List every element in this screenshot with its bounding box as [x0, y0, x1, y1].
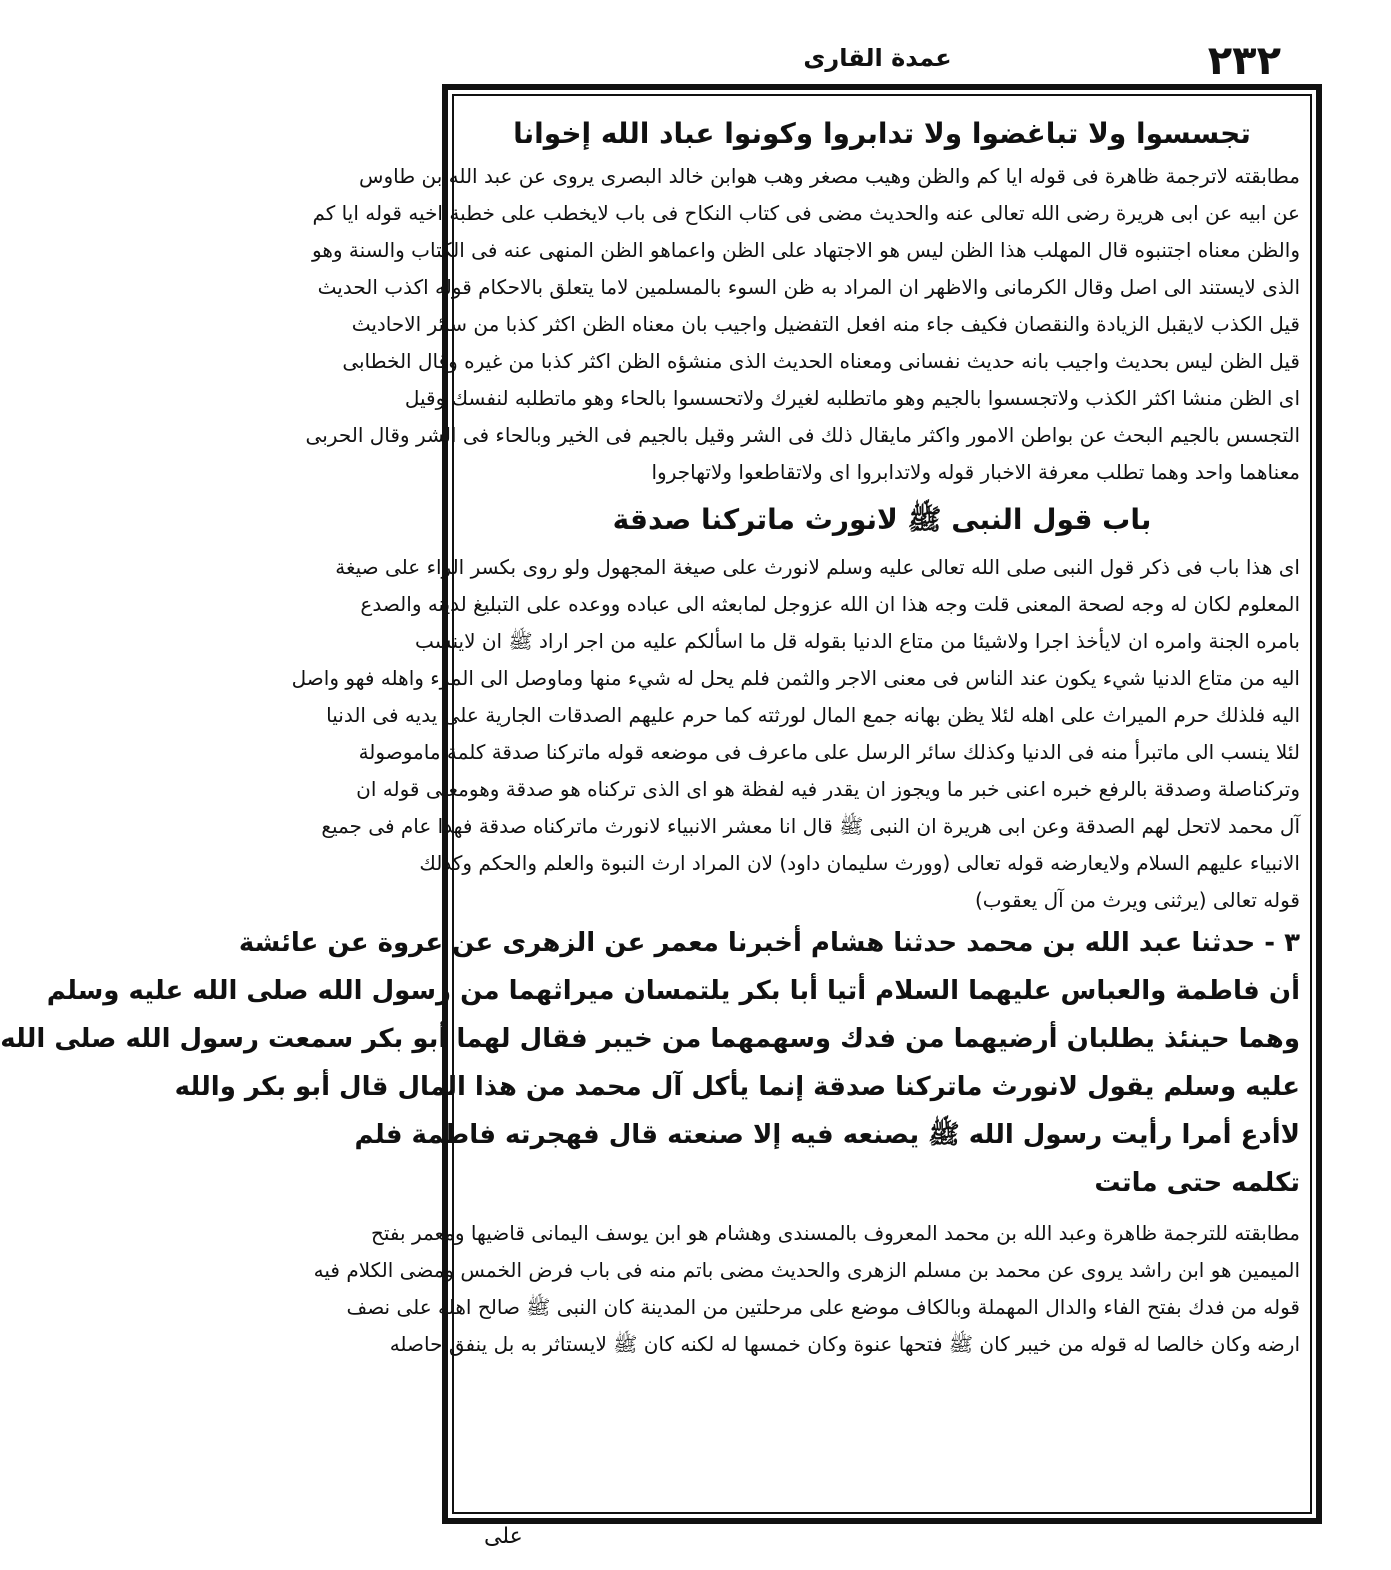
text-line: الذى لايستند الى اصل وقال الكرمانى والاظهر ان المراد به ظن السوء بالمسلمين لاما يتعلق بالاحكام قوله اكذب الحديث [317, 275, 1300, 299]
hadith-line: ٣ - حدثنا عبد الله بن محمد حدثنا هشام أخبرنا معمر عن الزهرى عن عروة عن عائشة [238, 928, 1300, 958]
page-content [0, 110, 1300, 1506]
text-line: قوله تعالى (يرثنى ويرث من آل يعقوب) [974, 888, 1300, 912]
text-line: قيل الكذب لايقبل الزيادة والنقصان فكيف جاء منه افعل التفضيل واجيب بان معناه الظن اكثر كذبا من سائر الاحاديث [351, 312, 1300, 336]
text-line: وتركناصلة وصدقة بالرفع خبره اعنى خبر ما ويجوز ان يقدر فيه لفظة هو اى الذى تركناه هو صدقة وهومعنى قوله ان [356, 777, 1300, 801]
commentary-paragraph-3 [313, 1215, 1300, 1363]
running-title: عمدة القارى [803, 44, 952, 72]
text-line: عن ابيه عن ابى هريرة رضى الله تعالى عنه والحديث مضى فى كتاب النكاح فى باب لايخطب على خطبة اخيه قوله ايا كم [312, 201, 1300, 225]
text-line: مطابقته للترجمة ظاهرة وعبد الله بن محمد المعروف بالمسندى وهشام هو ابن يوسف اليمانى قاضيها ومعمر بفتح [370, 1221, 1300, 1245]
hadith-line: تكلمه حتى ماتت [1094, 1168, 1300, 1198]
commentary-paragraph-1 [305, 158, 1300, 491]
text-line: الميمين هو ابن راشد يروى عن محمد بن مسلم الزهرى والحديث مضى باتم منه فى باب فرض الخمس ومضى الكلام فيه [313, 1258, 1300, 1282]
text-line: قوله من فدك بفتح الفاء والدال المهملة وبالكاف موضع على مرحلتين من المدينة كان النبى ﷺ صالح اهله على نصف [346, 1295, 1300, 1319]
hadith-line: عليه وسلم يقول لانورث ماتركنا صدقة إنما يأكل آل محمد من هذا المال قال أبو بكر والله [174, 1072, 1300, 1102]
verse-tail: تجسسوا ولا تباغضوا ولا تدابروا وكونوا عباد الله إخوانا [513, 117, 1251, 150]
text-line: آل محمد لاتحل لهم الصدقة وعن ابى هريرة ان النبى ﷺ قال انا معشر الانبياء لانورث ماتركناه صدقة فهذا عام فى جميع [321, 814, 1300, 838]
hadith-line: أن فاطمة والعباس عليهما السلام أتيا أبا بكر يلتمسان ميراثهما من رسول الله صلى الله عليه وسلم [46, 976, 1300, 1006]
text-line: مطابقته لاترجمة ظاهرة فى قوله ايا كم والظن وهيب مصغر وهب هوابن خالد البصرى يروى عن عبد الله بن طاوس [359, 164, 1300, 188]
text-line: التجسس بالجيم البحث عن بواطن الامور واكثر مايقال ذلك فى الشر وقيل بالجيم فى الخير وبالحاء فى الشر وقال الحربى [305, 423, 1300, 447]
gap-spacer [464, 1207, 1300, 1215]
text-line: معناهما واحد وهما تطلب معرفة الاخبار قوله ولاتدابروا اى ولاتقاطعوا ولاتهاجروا [651, 460, 1300, 484]
page-number: ٢٣٢ [1207, 38, 1281, 84]
chapter-title: باب قول النبى ﷺ لانورث ماتركنا صدقة [612, 503, 1152, 536]
text-line: المعلوم لكان له وجه لصحة المعنى قلت وجه هذا ان الله عزوجل لمابعثه الى عباده ووعده على التبليغ لدينه والصدع [360, 592, 1300, 616]
text-line: والظن معناه اجتنبوه قال المهلب هذا الظن ليس هو الاجتهاد على الظن واعماهو الظن المنهى عنه فى الكتاب والسنة وهو [311, 238, 1300, 262]
text-line: اليه من متاع الدنيا شيء يكون عند الناس فى معنى الاجر والثمن فلم يحل له شيء منها وماوصل الى المرء واهله فهو واصل [291, 666, 1300, 690]
text-line: اى هذا باب فى ذكر قول النبى صلى الله تعالى عليه وسلم لانورث على صيغة المجهول ولو روى بكسر الراء على صيغة [335, 555, 1300, 579]
text-line: ارضه وكان خالصا له قوله من خيبر كان ﷺ فتحها عنوة وكان خمسها له لكنه كان ﷺ لايستاثر به بل ينفق حاصله [389, 1332, 1300, 1356]
commentary-paragraph-2 [291, 549, 1300, 919]
hadith-line: وهما حينئذ يطلبان أرضيهما من فدك وسهمهما من خيبر فقال لهما أبو بكر سمعت رسول الله صلى الله [0, 1024, 1300, 1054]
hadith-line: لاأدع أمرا رأيت رسول الله ﷺ يصنعه فيه إلا صنعته قال فهجرته فاطمة فلم [354, 1120, 1300, 1150]
catchword: على [484, 1524, 523, 1549]
text-line: لئلا ينسب الى ماتبرأ منه فى الدنيا وكذلك سائر الرسل على ماعرف فى موضعه قوله ماتركنا صدقة كلمة ماموصولة [358, 740, 1300, 764]
hadith-block [0, 919, 1300, 1207]
text-line: الانبياء عليهم السلام ولايعارضه قوله تعالى (وورث سليمان داود) لان المراد ارث النبوة والعلم والحكم وكذلك [419, 851, 1300, 875]
text-line: اليه فلذلك حرم الميراث على اهله لئلا يظن بهانه جمع المال لورثته كما حرم عليهم الصدقات الجارية على يديه فى الدنيا [326, 703, 1300, 727]
text-line: قيل الظن ليس بحديث واجيب بانه حديث نفسانى ومعناه الحديث الذى منشؤه الظن اكثر كذبا من غيره وقال الخطابى [342, 349, 1300, 373]
text-line: اى الظن منشا اكثر الكذب ولاتجسسوا بالجيم وهو ماتطلبه لغيرك ولاتحسسوا بالحاء وهو ماتطلبه لنفسك وقيل [404, 386, 1300, 410]
text-line: بامره الجنة وامره ان لايأخذ اجرا ولاشيئا من متاع الدنيا بقوله قل ما اسألكم عليه من اجر اراد ﷺ ان لاينسب [415, 629, 1300, 653]
